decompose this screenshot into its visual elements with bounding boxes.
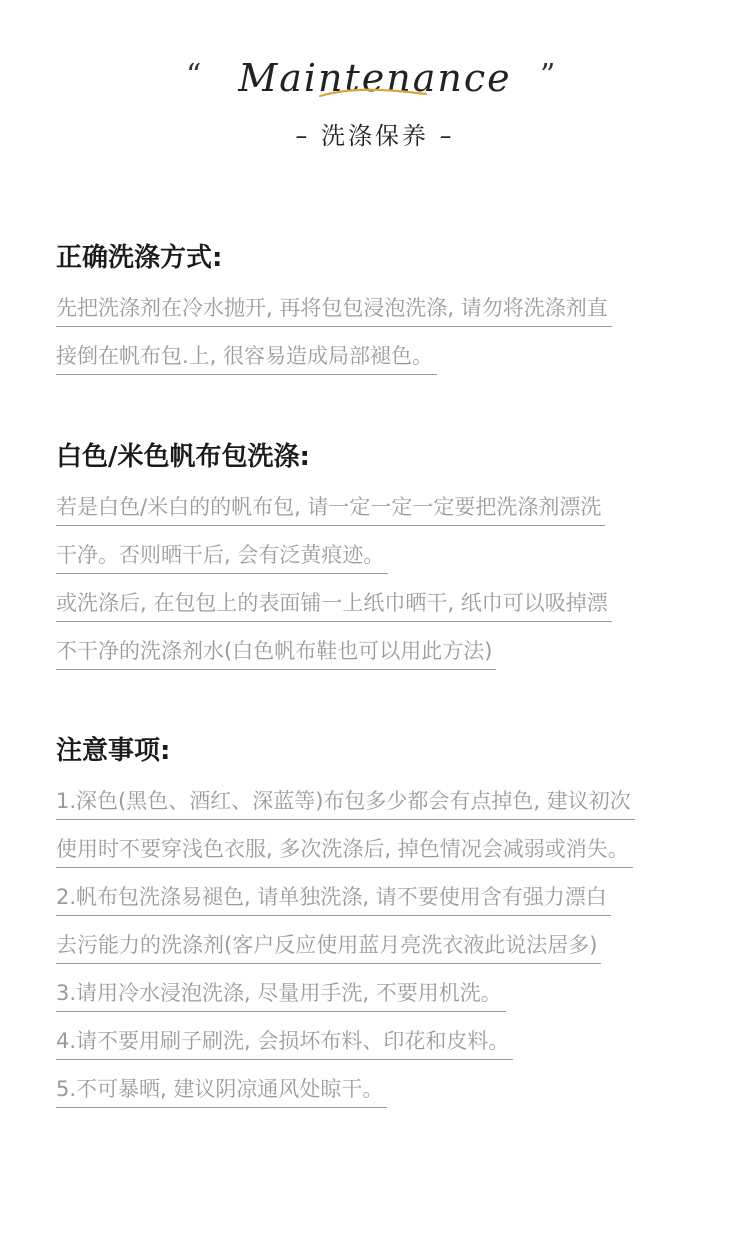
text-line-content: 或洗涤后, 在包包上的表面铺一上纸巾晒干, 纸巾可以吸掉漂 xyxy=(56,585,612,622)
text-line xyxy=(56,286,736,334)
text-line xyxy=(56,533,736,581)
text-line-content: 4.请不要用刷子刷洗, 会损坏布料、印花和皮料。 xyxy=(56,1023,513,1060)
text-line xyxy=(56,334,736,382)
text-line xyxy=(56,629,736,677)
text-line-content: 3.请用冷水浸泡洗涤, 尽量用手洗, 不要用机洗。 xyxy=(56,975,506,1012)
open-quote: “ xyxy=(186,58,204,93)
text-line xyxy=(56,1019,736,1067)
close-quote: ” xyxy=(540,58,558,93)
text-line xyxy=(56,779,736,827)
text-line-content: 1.深色(黑色、酒红、深蓝等)布包多少都会有点掉色, 建议初次 xyxy=(56,783,635,820)
page-subtitle: – 洗涤保养 – xyxy=(295,122,455,150)
text-line-content: 使用时不要穿浅色衣服, 多次洗涤后, 掉色情况会减弱或消失。 xyxy=(56,831,633,868)
text-line xyxy=(56,581,736,629)
text-line-content: 干净。否则晒干后, 会有泛黄痕迹。 xyxy=(56,537,388,574)
section-title: 白色/米色帆布包洗涤: xyxy=(56,442,310,472)
section-white-canvas xyxy=(56,435,736,677)
text-line xyxy=(56,971,736,1019)
text-line xyxy=(56,875,736,923)
section-title: 正确洗涤方式: xyxy=(56,243,223,273)
text-line-content: 不干净的洗涤剂水(白色帆布鞋也可以用此方法) xyxy=(56,633,496,670)
text-line xyxy=(56,827,736,875)
text-line-content: 5.不可暴晒, 建议阴凉通风处晾干。 xyxy=(56,1071,387,1108)
text-line xyxy=(56,923,736,971)
text-line-content: 先把洗涤剂在冷水抛开, 再将包包浸泡洗涤, 请勿将洗涤剂直 xyxy=(56,290,612,327)
gold-swash-icon xyxy=(318,86,428,100)
section-correct-washing xyxy=(56,236,736,382)
text-line-content: 去污能力的洗涤剂(客户反应使用蓝月亮洗衣液此说法居多) xyxy=(56,927,601,964)
page-header xyxy=(0,52,750,162)
text-line-content: 若是白色/米白的的帆布包, 请一定一定一定要把洗涤剂漂洗 xyxy=(56,489,605,526)
section-notes xyxy=(56,729,736,1115)
text-line-content: 2.帆布包洗涤易褪色, 请单独洗涤, 请不要使用含有强力漂白 xyxy=(56,879,611,916)
text-line-content: 接倒在帆布包.上, 很容易造成局部褪色。 xyxy=(56,338,437,375)
script-title: Maintenance xyxy=(238,56,512,100)
text-line xyxy=(56,485,736,533)
section-title: 注意事项: xyxy=(56,736,171,766)
text-line xyxy=(56,1067,736,1115)
